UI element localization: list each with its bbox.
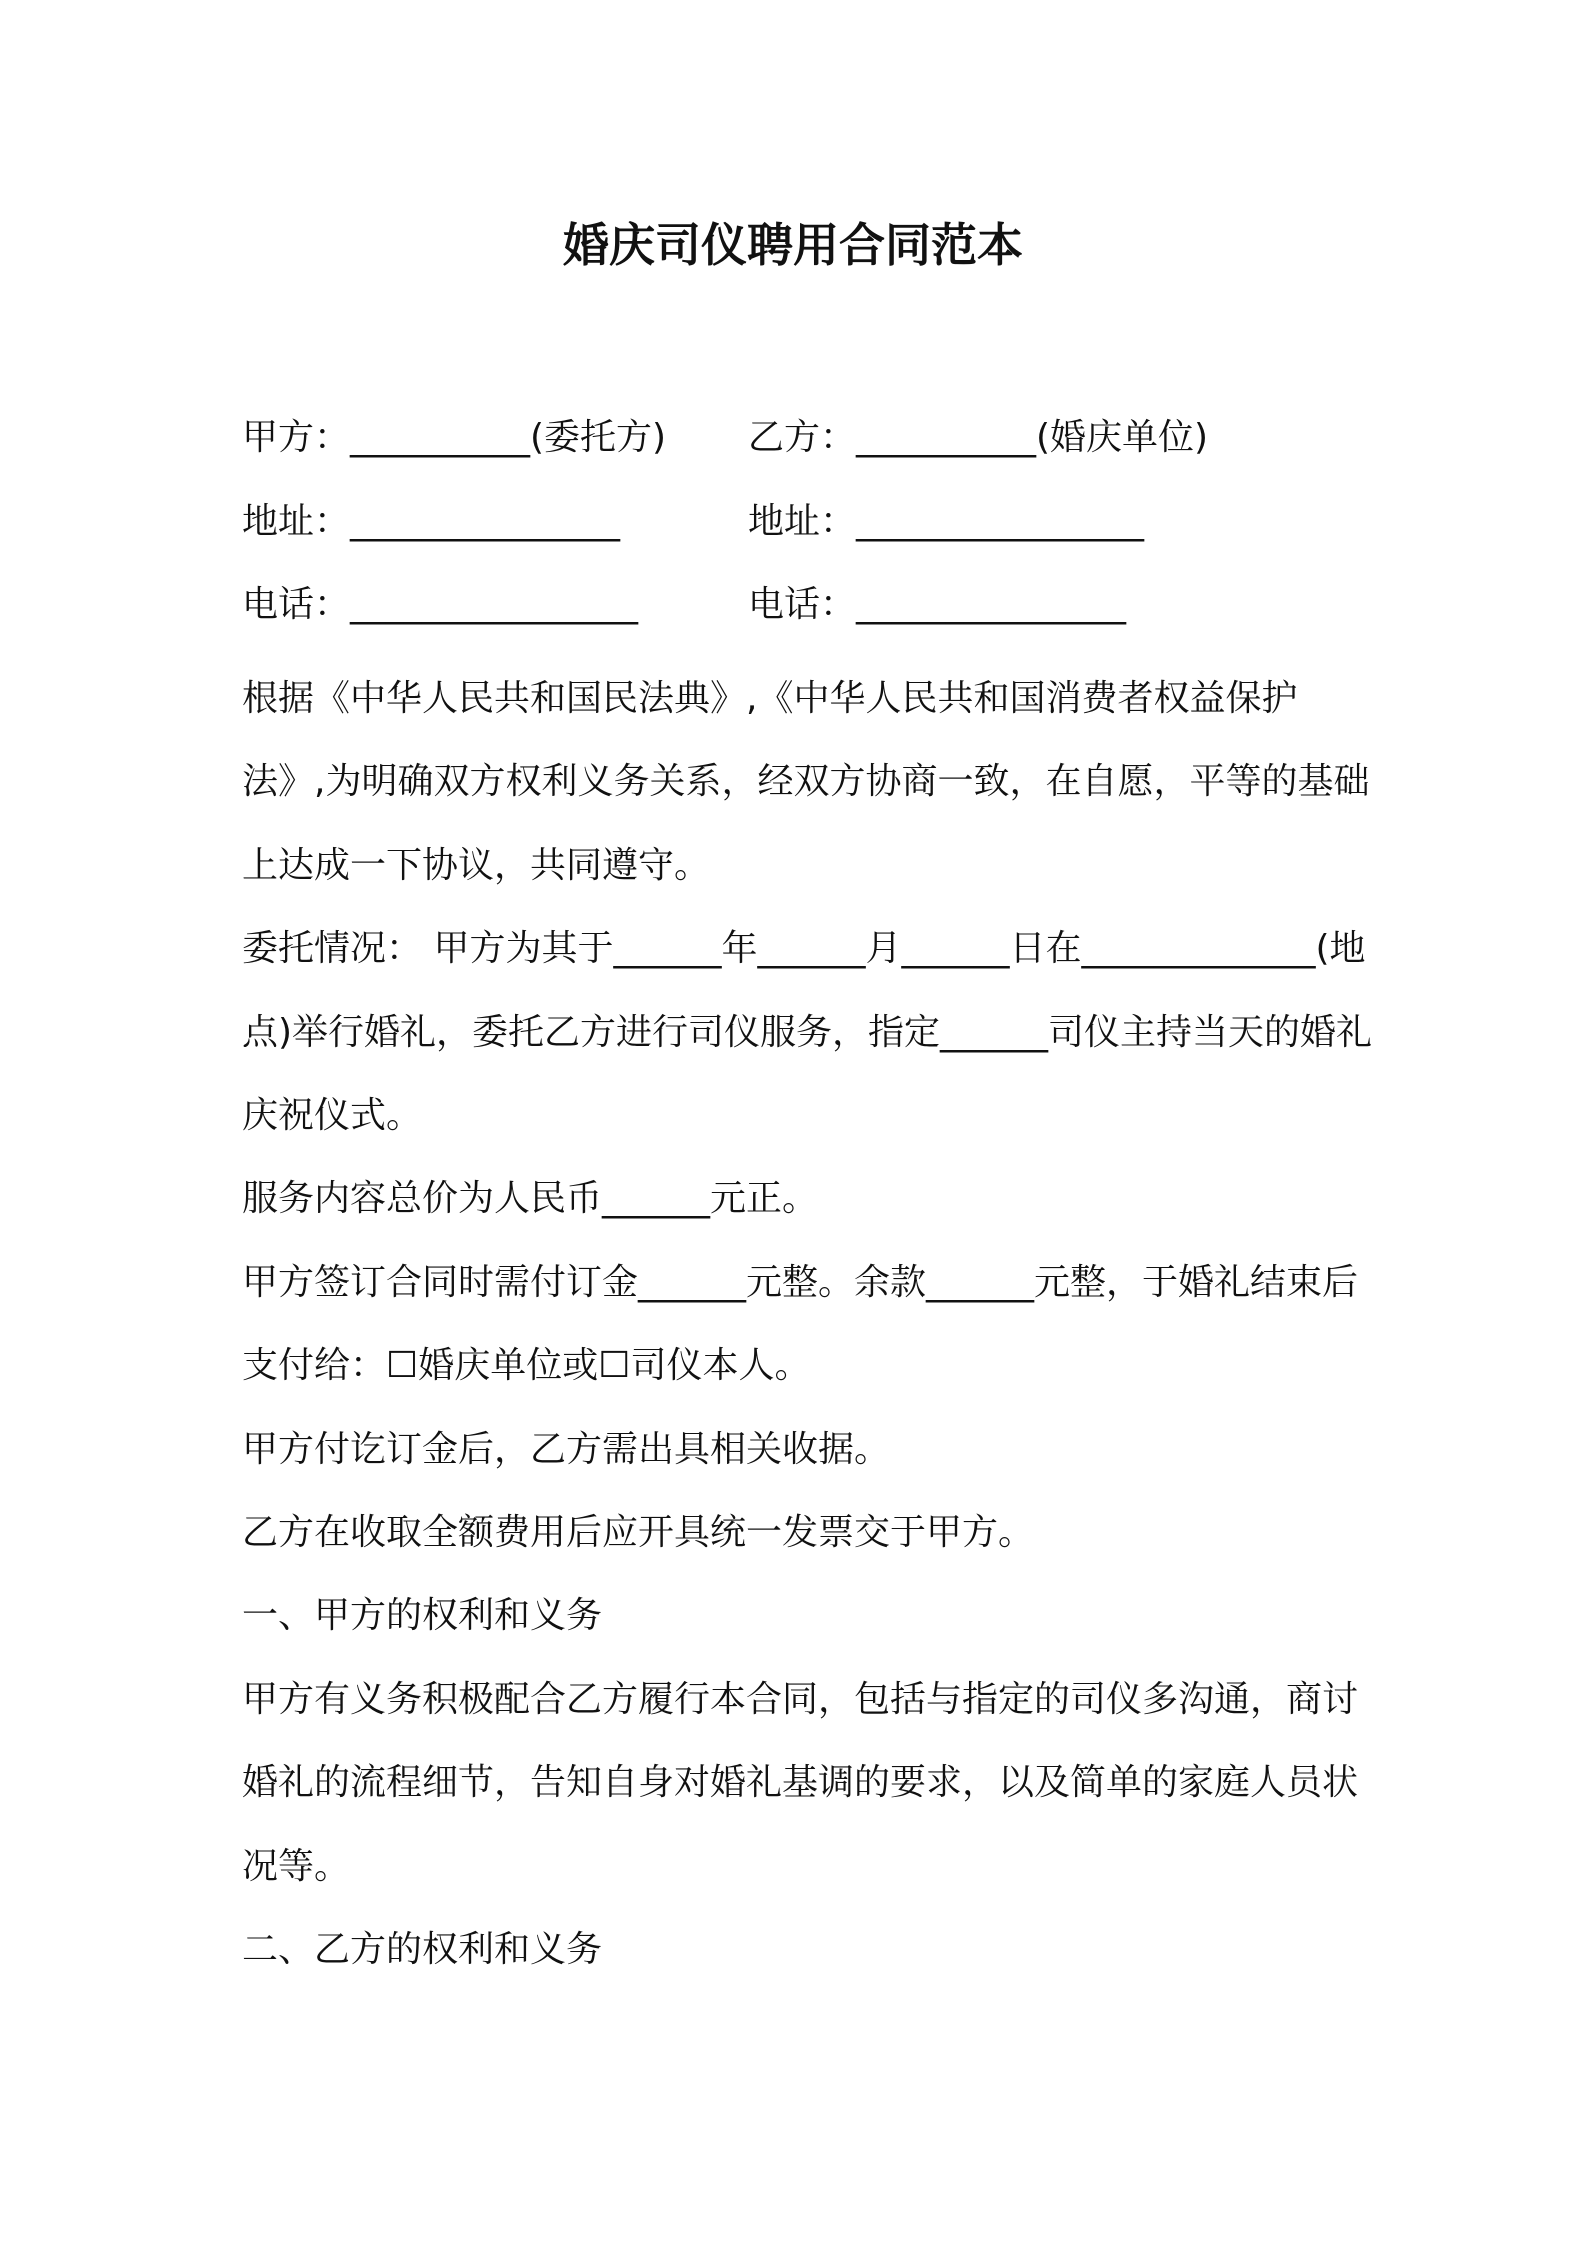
total-price-paragraph: 服务内容总价为人民币______元正。 [242,1178,819,1220]
invoice-paragraph: 乙方在收取全额费用后应开具统一发票交于甲方。 [242,1512,1035,1554]
document-title: 婚庆司仪聘用合同范本 [563,218,1023,272]
payment-paragraph: 甲方签订合同时需付订金______元整。余款______元整，于婚礼结束后支付给：☐婚庆单位或☐司仪本人。 [242,1261,1359,1387]
party-a-duties-paragraph: 甲方有义务积极配合乙方履行本合同，包括与指定的司仪多沟通，商讨婚礼的流程细节，告知自身对婚礼基调的要求，以及简单的家庭人员状况等。 [242,1678,1359,1887]
section-heading-party-a: 一、甲方的权利和义务 [242,1595,603,1637]
section-heading-party-b: 二、乙方的权利和义务 [242,1929,603,1971]
receipt-paragraph: 甲方付讫订金后，乙方需出具相关收据。 [242,1428,891,1470]
party-b-address-line: 地址：________________ [748,501,1145,542]
party-b-phone-line: 电话：_______________ [748,584,1127,625]
contract-body [242,657,1377,1992]
party-a-name-line: 甲方：__________(委托方) [242,417,667,458]
party-a-address-line: 地址：_______________ [242,501,621,542]
party-b-name-line: 乙方：__________(婚庆单位) [748,417,1209,458]
preamble-paragraph: 根据《中华人民共和国民法典》,《中华人民共和国消费者权益保护法》,为明确双方权利义务关系，经双方协商一致，在自愿，平等的基础上达成一下协议，共同遵守。 [242,678,1370,886]
party-a-phone-line: 电话：________________ [242,584,639,625]
commission-paragraph: 委托情况： 甲方为其于______年______月______日在_____________(地点)举行婚礼，委托乙方进行司仪服务，指定______司仪主持当天的婚礼庆祝仪式。 [242,928,1373,1137]
